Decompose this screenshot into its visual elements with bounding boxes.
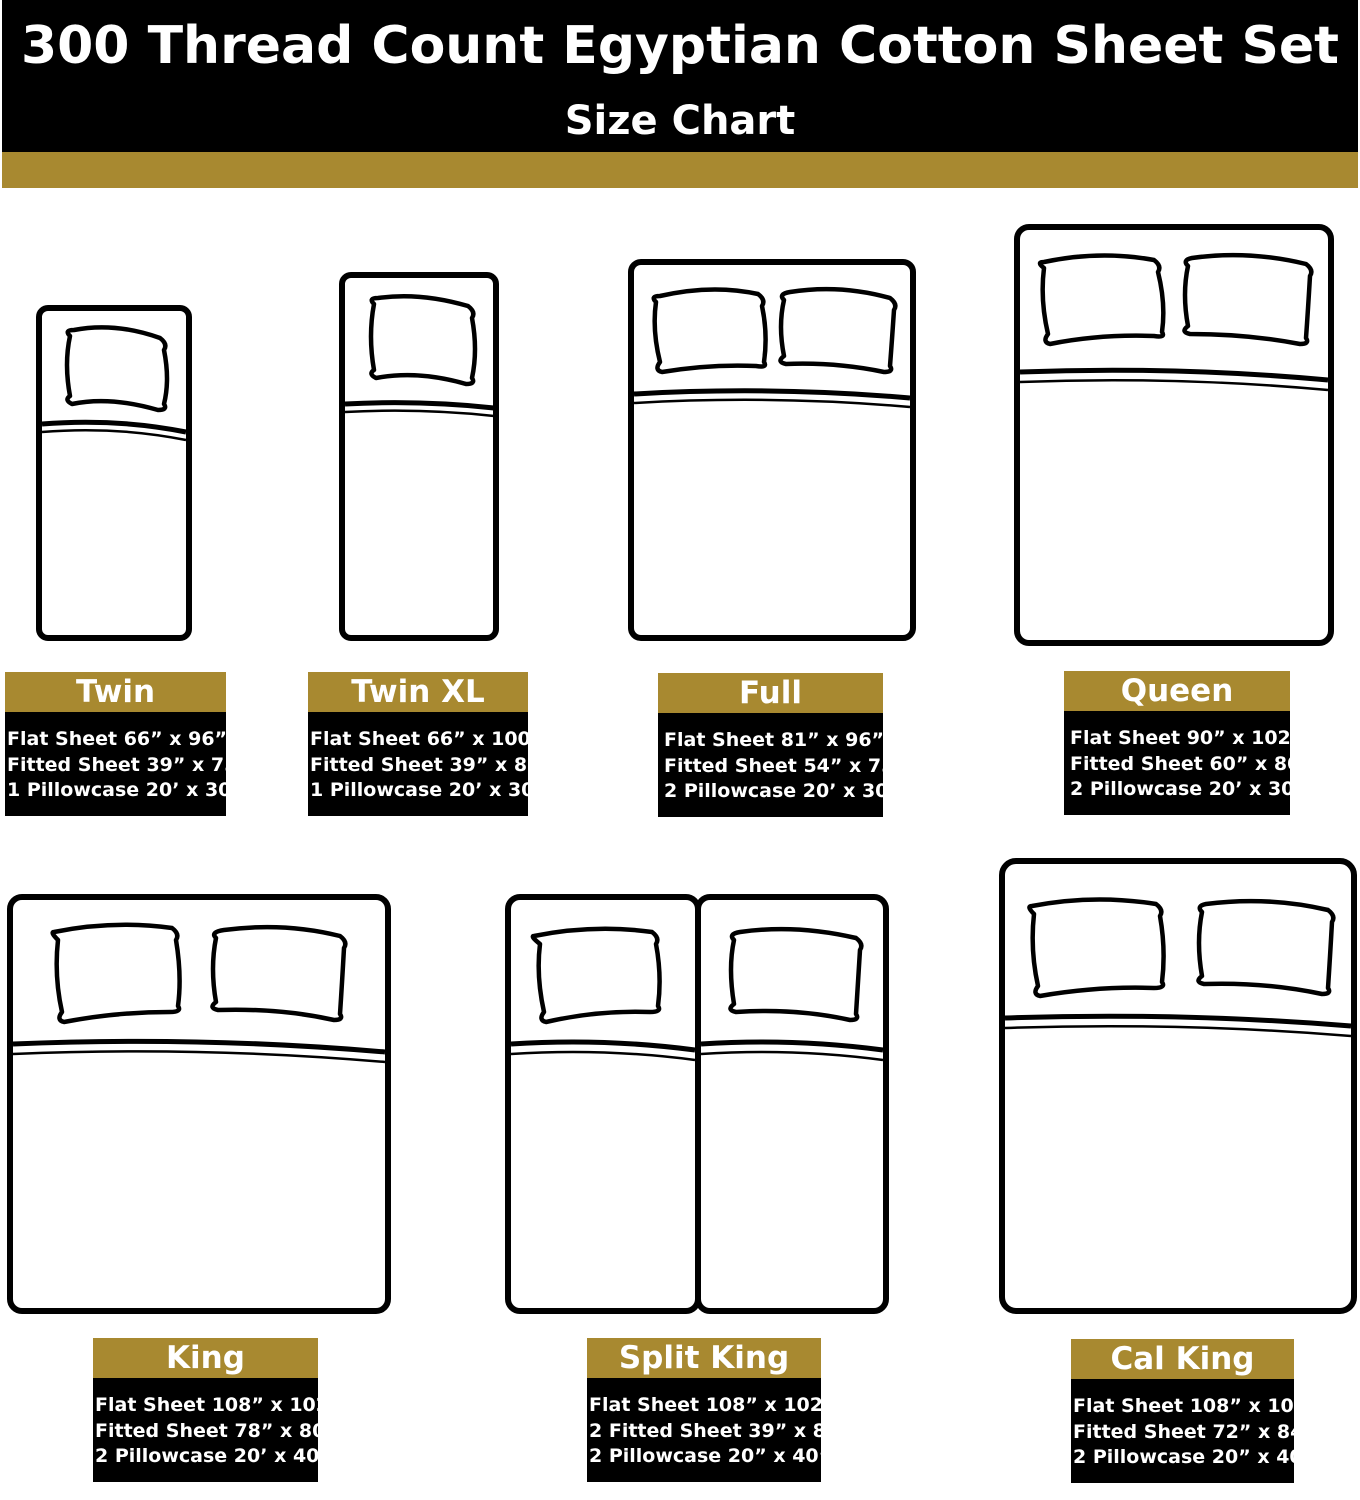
fitted-sheet-spec: Fitted Sheet 78” x 80” <box>95 1419 338 1442</box>
pillow-icon <box>533 929 660 1022</box>
bed-full-icon <box>631 262 913 638</box>
flat-sheet-spec: Flat Sheet 90” x 102” <box>1070 727 1304 749</box>
pillow-icon <box>371 296 475 384</box>
fitted-sheet-spec: Fitted Sheet 39” x 80” <box>310 753 553 776</box>
pillow-icon <box>212 927 345 1020</box>
size-card-king <box>93 1338 342 1482</box>
size-specs <box>308 712 553 816</box>
pillow-icon <box>780 289 895 372</box>
size-card-twin <box>5 672 250 816</box>
size-name: Full <box>658 673 883 713</box>
pillow-icon <box>654 289 766 372</box>
bed-twin-icon <box>39 308 189 638</box>
fitted-sheet-spec: Fitted Sheet 60” x 80” <box>1070 752 1313 775</box>
pillowcase-spec: 1 Pillowcase 20’ x 30” <box>7 779 244 801</box>
size-card-queen <box>1064 671 1313 815</box>
flat-sheet-spec: Flat Sheet 108” x 102” <box>589 1394 836 1416</box>
fitted-sheet-spec: Fitted Sheet 39” x 75” <box>7 753 250 776</box>
pillow-icon <box>1040 255 1163 344</box>
size-name: Split King <box>587 1338 821 1378</box>
size-card-full <box>658 673 907 817</box>
flat-sheet-spec: Flat Sheet 108” x 102” <box>1073 1395 1320 1417</box>
bed-queen-icon <box>1017 227 1331 643</box>
bed-king-icon <box>10 897 388 1311</box>
flat-sheet-spec: Flat Sheet 66” x 100” <box>310 728 544 750</box>
pillowcase-spec: 1 Pillowcase 20’ x 30” <box>310 779 547 801</box>
gold-divider <box>2 152 1358 188</box>
pillow-icon <box>1029 899 1163 996</box>
page-subtitle: Size Chart <box>564 98 796 144</box>
pillow-icon <box>730 929 861 1020</box>
page-title: 300 Thread Count Egyptian Cotton Sheet Set <box>20 16 1340 76</box>
size-specs <box>5 712 250 816</box>
size-name: Twin XL <box>308 672 528 712</box>
flat-sheet-spec: Flat Sheet 81” x 96” <box>664 729 885 751</box>
size-name: Queen <box>1064 671 1290 711</box>
pillow-icon <box>1198 901 1333 994</box>
size-specs <box>658 713 907 817</box>
pillow-icon <box>53 925 180 1022</box>
fitted-sheet-spec: Fitted Sheet 72” x 84” <box>1073 1420 1316 1443</box>
size-name: Twin <box>5 672 226 712</box>
fitted-sheet-spec: 2 Fitted Sheet 39” x 80” <box>589 1419 852 1442</box>
pillowcase-spec: 2 Pillowcase 20” x 40” <box>589 1445 832 1467</box>
size-name: King <box>93 1338 318 1378</box>
size-name: Cal King <box>1071 1339 1294 1379</box>
size-specs <box>93 1378 342 1482</box>
pillow-icon <box>1184 255 1311 344</box>
flat-sheet-spec: Flat Sheet 108” x 102” <box>95 1394 342 1416</box>
pillowcase-spec: 2 Pillowcase 20” x 40” <box>1073 1446 1316 1468</box>
bed-twin-xl-icon <box>342 275 496 638</box>
size-specs <box>1071 1379 1320 1483</box>
fitted-sheet-spec: Fitted Sheet 54” x 75” <box>664 754 907 777</box>
bed-split-king-icon <box>508 897 886 1311</box>
pillowcase-spec: 2 Pillowcase 20’ x 40” <box>95 1445 332 1467</box>
pillowcase-spec: 2 Pillowcase 20’ x 30” <box>664 780 901 802</box>
size-specs <box>1064 711 1313 815</box>
pillowcase-spec: 2 Pillowcase 20’ x 30” <box>1070 778 1307 800</box>
flat-sheet-spec: Flat Sheet 66” x 96” <box>7 728 228 750</box>
size-card-twin-xl <box>308 672 553 816</box>
size-card-cal-king <box>1071 1339 1320 1483</box>
size-specs <box>587 1378 852 1482</box>
bed-cal-king-icon <box>1002 861 1354 1311</box>
size-card-split-king <box>587 1338 852 1482</box>
header-banner <box>2 0 1358 152</box>
pillow-icon <box>67 327 167 410</box>
